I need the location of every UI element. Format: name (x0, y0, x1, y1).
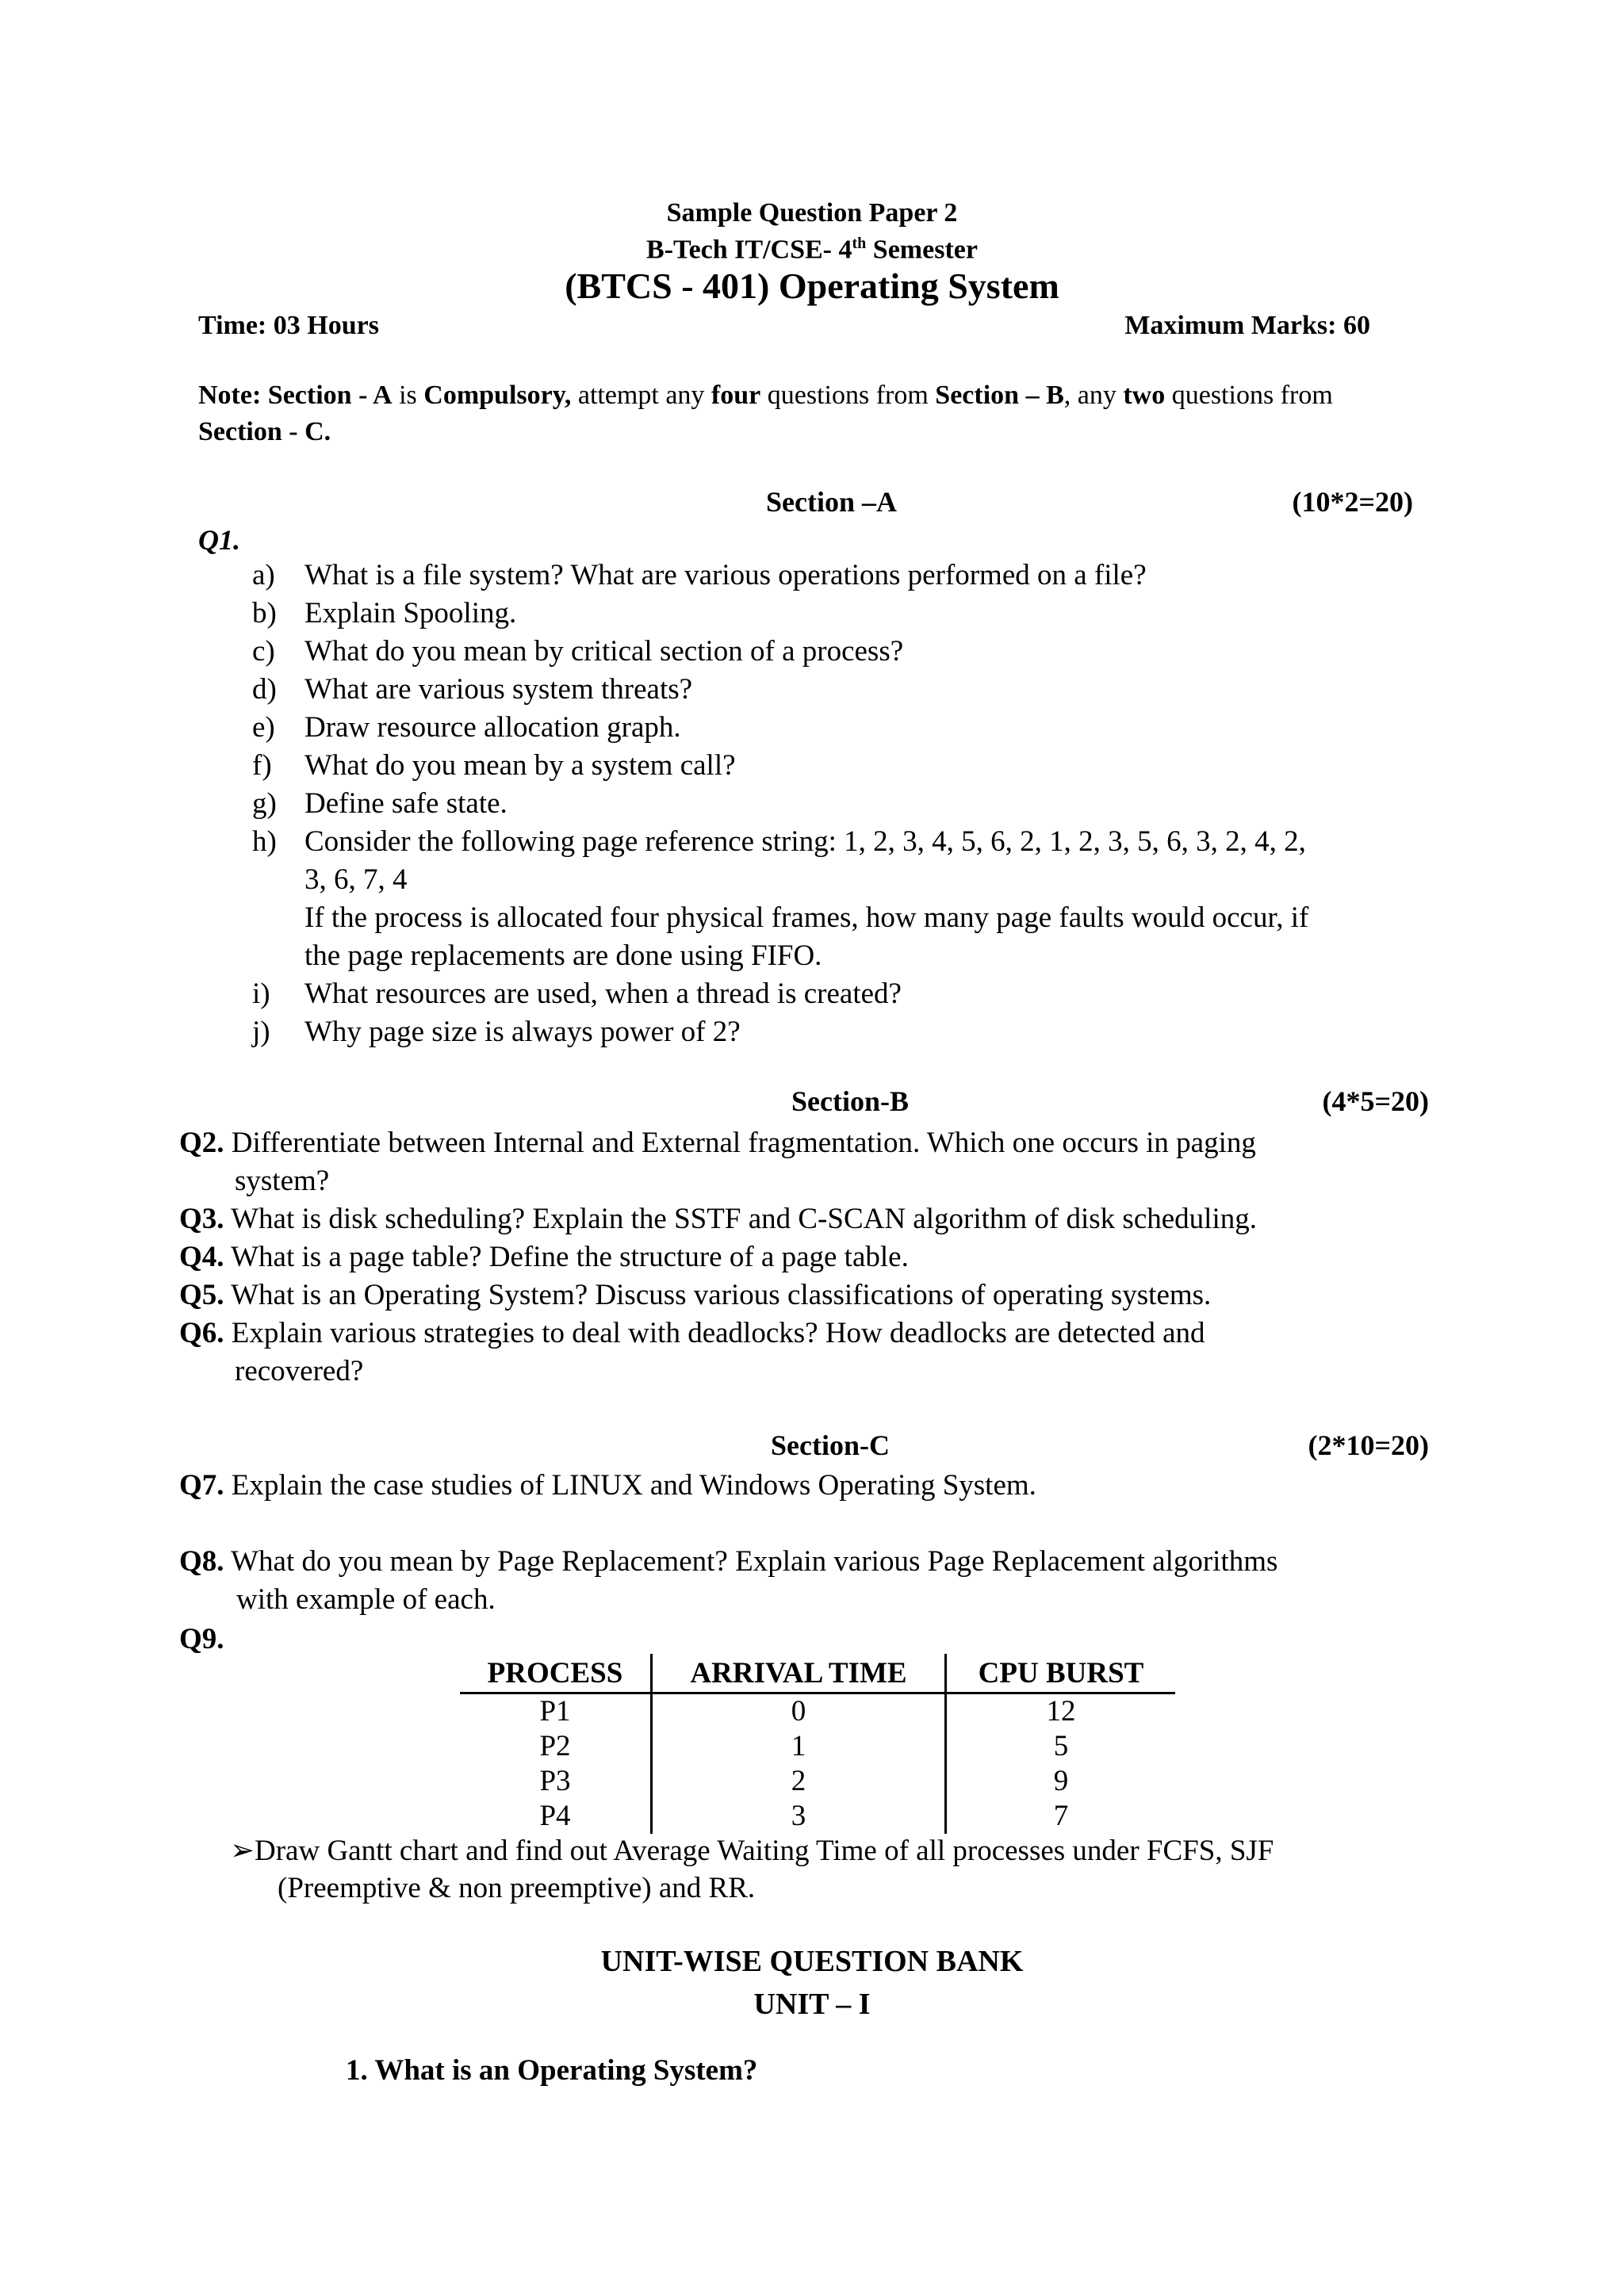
item-text: Explain Spooling. (304, 597, 517, 629)
note-part: questions from (1165, 381, 1333, 410)
course-semester-post: Semester (866, 235, 978, 265)
item-letter: f) (252, 749, 272, 782)
question-number: Q6. (179, 1317, 224, 1349)
question-number: Q4. (179, 1241, 224, 1273)
section-a-marks: (10*2=20) (1292, 486, 1413, 518)
table-cell: 5 (1053, 1730, 1069, 1762)
course-semester (0, 235, 1624, 265)
q1-label: Q1. (198, 524, 240, 556)
table-header-row (460, 1654, 1175, 1693)
item-letter: e) (252, 711, 275, 744)
arrow-bullet-icon: ➢ (230, 1835, 255, 1867)
item-text: 3, 6, 7, 4 (304, 863, 408, 896)
section-b-title: Section-B (791, 1085, 909, 1117)
item-letter: g) (252, 787, 277, 820)
table-row (460, 1729, 1175, 1764)
table-row (460, 1693, 1175, 1730)
question-number: Q8. (179, 1545, 224, 1578)
question-text: What is a page table? Define the structure of a page table. (224, 1241, 909, 1273)
process-table (460, 1654, 1175, 1834)
note-part: Compulsory, (423, 381, 572, 410)
table-cell: 12 (1046, 1695, 1076, 1728)
section-b-marks: (4*5=20) (1322, 1085, 1429, 1117)
unit-question-1: 1. What is an Operating System? (346, 2054, 758, 2087)
question-q8-continuation: with example of each. (236, 1583, 496, 1616)
question-text: What do you mean by Page Replacement? Explain various Page Replacement algorithms (224, 1545, 1278, 1578)
question-q5 (179, 1278, 1211, 1312)
note-part: Section - C. (198, 417, 331, 446)
question-q3 (179, 1202, 1257, 1236)
note-part: , any (1063, 381, 1124, 410)
question-q8 (179, 1544, 1277, 1578)
paper-title: Sample Question Paper 2 (666, 198, 958, 228)
table-cell: 0 (652, 1693, 946, 1730)
note-part: attempt any (571, 381, 711, 410)
section-c-title: Section-C (771, 1429, 890, 1461)
table-cell: 7 (1053, 1800, 1069, 1832)
item-text: Why page size is always power of 2? (304, 1016, 741, 1048)
question-q9 (179, 1622, 224, 1656)
instructions-note (198, 377, 1419, 450)
instruction-text: Draw Gantt chart and find out Average Waiting Time of all processes under FCFS, SJF (255, 1835, 1274, 1867)
item-letter: h) (252, 825, 277, 858)
note-part: questions from (760, 381, 936, 410)
item-text: Draw resource allocation graph. (304, 711, 681, 744)
q9-instruction-continuation: (Preemptive & non preemptive) and RR. (278, 1872, 756, 1904)
item-letter: d) (252, 673, 277, 706)
question-number: Q5. (179, 1279, 224, 1311)
subject-title: (BTCS - 401) Operating System (565, 266, 1059, 306)
note-part: Section – B (935, 381, 1064, 410)
item-text: What are various system threats? (304, 673, 693, 706)
question-q6-continuation: recovered? (235, 1355, 364, 1387)
question-text: Explain the case studies of LINUX and Windows Operating System. (224, 1469, 1036, 1502)
item-text: What is a file system? What are various operations performed on a file? (304, 559, 1147, 591)
item-letter: a) (252, 559, 275, 591)
table-cell: 1 (652, 1729, 946, 1764)
item-letter: j) (252, 1016, 270, 1048)
question-q7 (179, 1468, 1036, 1502)
item-text: the page replacements are done using FIFO. (304, 939, 822, 972)
table-cell: P1 (460, 1693, 652, 1730)
table-cell: P4 (460, 1799, 652, 1834)
section-c-marks: (2*10=20) (1308, 1429, 1429, 1461)
unit-heading: UNIT – I (753, 1988, 871, 2021)
table-cell: P3 (460, 1764, 652, 1799)
table-cell: 3 (652, 1799, 946, 1834)
table-cell: 2 (652, 1764, 946, 1799)
item-letter: i) (252, 978, 270, 1010)
question-bank-title: UNIT-WISE QUESTION BANK (600, 1945, 1024, 1978)
question-number: Q2. (179, 1127, 224, 1159)
item-text: What do you mean by critical section of a process? (304, 635, 904, 668)
item-text: What resources are used, when a thread is created? (304, 978, 902, 1010)
note-part: is (392, 381, 424, 410)
note-label: Note: (198, 381, 262, 410)
max-marks-label: Maximum Marks: 60 (1124, 311, 1370, 340)
table-cell: P2 (460, 1729, 652, 1764)
section-a-title: Section –A (766, 486, 897, 518)
item-letter: c) (252, 635, 275, 668)
question-q2 (179, 1126, 1256, 1160)
course-semester-pre: B-Tech IT/CSE- 4 (646, 235, 852, 265)
question-text: What is an Operating System? Discuss various classifications of operating systems. (224, 1279, 1212, 1311)
question-number: Q3. (179, 1203, 224, 1235)
note-part: two (1123, 381, 1166, 410)
table-cell: 9 (1053, 1765, 1069, 1797)
question-q2-continuation: system? (235, 1165, 330, 1197)
column-header: PROCESS (460, 1654, 652, 1693)
question-text: Explain various strategies to deal with deadlocks? How deadlocks are detected and (224, 1317, 1205, 1349)
note-part: Section - A (261, 381, 393, 410)
column-header: CPU BURST (946, 1654, 1176, 1693)
question-text: What is disk scheduling? Explain the SSTF and C-SCAN algorithm of disk scheduling. (224, 1203, 1257, 1235)
note-part: four (710, 381, 761, 410)
question-q4 (179, 1240, 909, 1274)
question-text: Differentiate between Internal and External fragmentation. Which one occurs in paging (224, 1127, 1256, 1159)
item-text: Consider the following page reference string: 1, 2, 3, 4, 5, 6, 2, 1, 2, 3, 5, 6, 3, 2, 4, 2, (304, 825, 1306, 858)
item-text: If the process is allocated four physical frames, how many page faults would occur, if (304, 901, 1309, 934)
time-label: Time: 03 Hours (198, 311, 379, 340)
table-row (460, 1799, 1175, 1834)
q9-instruction (230, 1833, 1274, 1868)
column-header: ARRIVAL TIME (652, 1654, 946, 1693)
question-q6 (179, 1316, 1205, 1350)
question-number: Q9. (179, 1623, 224, 1655)
item-letter: b) (252, 597, 277, 629)
course-semester-sup: th (852, 235, 867, 252)
table-row (460, 1764, 1175, 1799)
question-number: Q7. (179, 1469, 224, 1502)
item-text: Define safe state. (304, 787, 508, 820)
item-text: What do you mean by a system call? (304, 749, 736, 782)
